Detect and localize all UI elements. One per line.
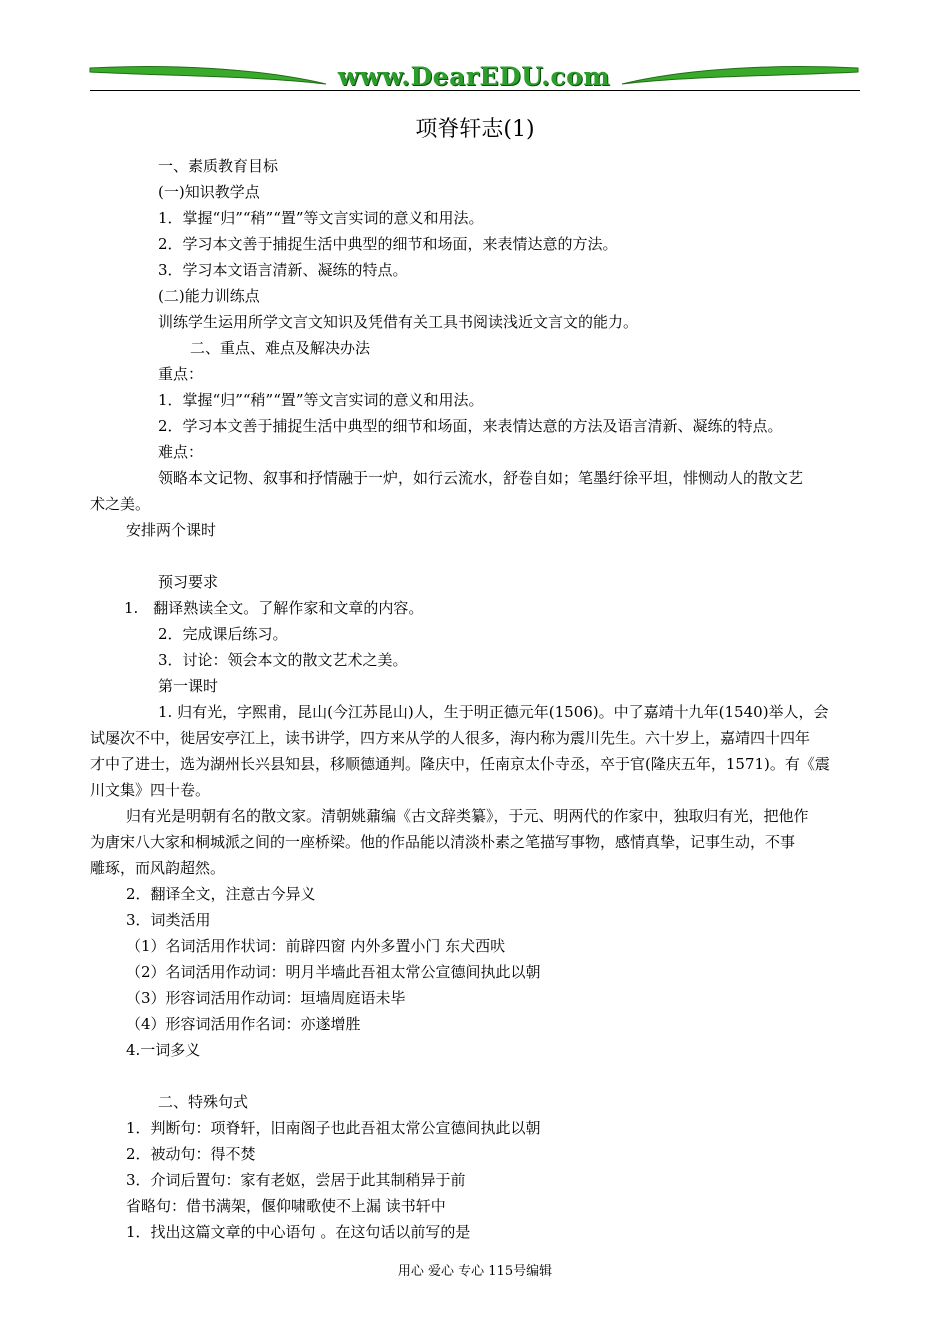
text-line: 试屡次不中，徙居安亭江上，读书讲学，四方来从学的人很多，海内称为震川先生。六十岁上，嘉靖四十四年 [90,729,811,747]
text-line: 3．词类活用 [126,911,211,929]
text-line: 才中了进士，选为湖州长兴县知县，移顺德通判。隆庆中，任南京太仆寺丞，卒于官(隆庆五年，1571)。有《震 [90,755,830,773]
text-line: 3．介词后置句：家有老妪，尝居于此其制稍异于前 [126,1171,466,1189]
page-footer: 用心 爱心 专心 115号编辑 [397,1264,553,1279]
text-line: 领略本文记物、叙事和抒情融于一炉，如行云流水，舒卷自如；笔墨纡徐平坦，悱恻动人的散文艺 [158,469,804,487]
site-logo[interactable]: www.DearEDU.com [337,62,611,91]
text-line: 川文集》四十卷。 [90,781,211,799]
text-line: 2．学习本文善于捕捉生活中典型的细节和场面，来表情达意的方法。 [158,235,618,253]
text-line: 归有光是明朝有名的散文家。清朝姚鼐编《古文辞类纂》，于元、明两代的作家中，独取归有光，把他作 [126,807,809,825]
text-line: 1. 翻译熟读全文。了解作家和文章的内容。 [124,599,424,617]
text-line: (二)能力训练点 [158,287,260,305]
text-line: 难点： [158,443,204,461]
text-line: 1．掌握“归”“稍”“置”等文言实词的意义和用法。 [158,391,484,409]
text-line: 重点： [158,365,204,383]
section-heading: 二、重点、难点及解决办法 [190,339,371,357]
text-line: 为唐宋八大家和桐城派之间的一座桥梁。他的作品能以清淡朴素之笔描写事物，感情真挚，记事生动，不事 [90,833,796,851]
text-line: 1．判断句：项脊轩，旧南阁子也此吾祖太常公宣德间执此以朝 [126,1119,541,1137]
text-line: (一)知识教学点 [158,183,260,201]
header-rule [90,90,860,91]
text-line: 1．找出这篇文章的中心语句 。在这句话以前写的是 [126,1223,471,1241]
text-line: （2）名词活用作动词：明月半墙此吾祖太常公宣德间执此以朝 [126,963,541,981]
text-line: 预习要求 [158,573,219,591]
text-line: （3）形容词活用作动词：垣墙周庭语未毕 [126,989,406,1007]
text-line: 2．翻译全文，注意古今异义 [126,885,316,903]
text-line: 2．完成课后练习。 [158,625,288,643]
text-line: 4.一词多义 [126,1041,201,1059]
text-line: 3．学习本文语言清新、凝练的特点。 [158,261,408,279]
text-line: 安排两个课时 [126,521,217,539]
text-line: 第一课时 [158,677,219,695]
text-line: （1）名词活用作状词：前辟四窗 内外多置小门 东犬西吠 [126,937,506,955]
text-line: 2．学习本文善于捕捉生活中典型的细节和场面，来表情达意的方法及语言清新、凝练的特点。 [158,417,783,435]
section-heading: 二、特殊句式 [158,1093,249,1111]
text-line: 省略句：借书满架，偃仰啸歌使不上漏 读书轩中 [126,1197,446,1215]
text-line: 3．讨论：领会本文的散文艺术之美。 [158,651,408,669]
text-line: 1．掌握“归”“稍”“置”等文言实词的意义和用法。 [158,209,484,227]
text-line: 术之美。 [90,495,151,513]
page-title: 项脊轩志(1) [415,117,535,142]
text-line: 1. 归有光，字熙甫，昆山(今江苏昆山)人，生于明正德元年(1506)。中了嘉靖十九年(1540)举人，会 [158,703,829,721]
text-line: （4）形容词活用作名词：亦遂增胜 [126,1015,361,1033]
text-line: 2．被动句：得不焚 [126,1145,256,1163]
text-line: 雕琢，而风韵超然。 [90,859,226,877]
text-line: 一、素质教育目标 [158,157,279,175]
text-line: 训练学生运用所学文言文知识及凭借有关工具书阅读浅近文言文的能力。 [158,313,639,331]
